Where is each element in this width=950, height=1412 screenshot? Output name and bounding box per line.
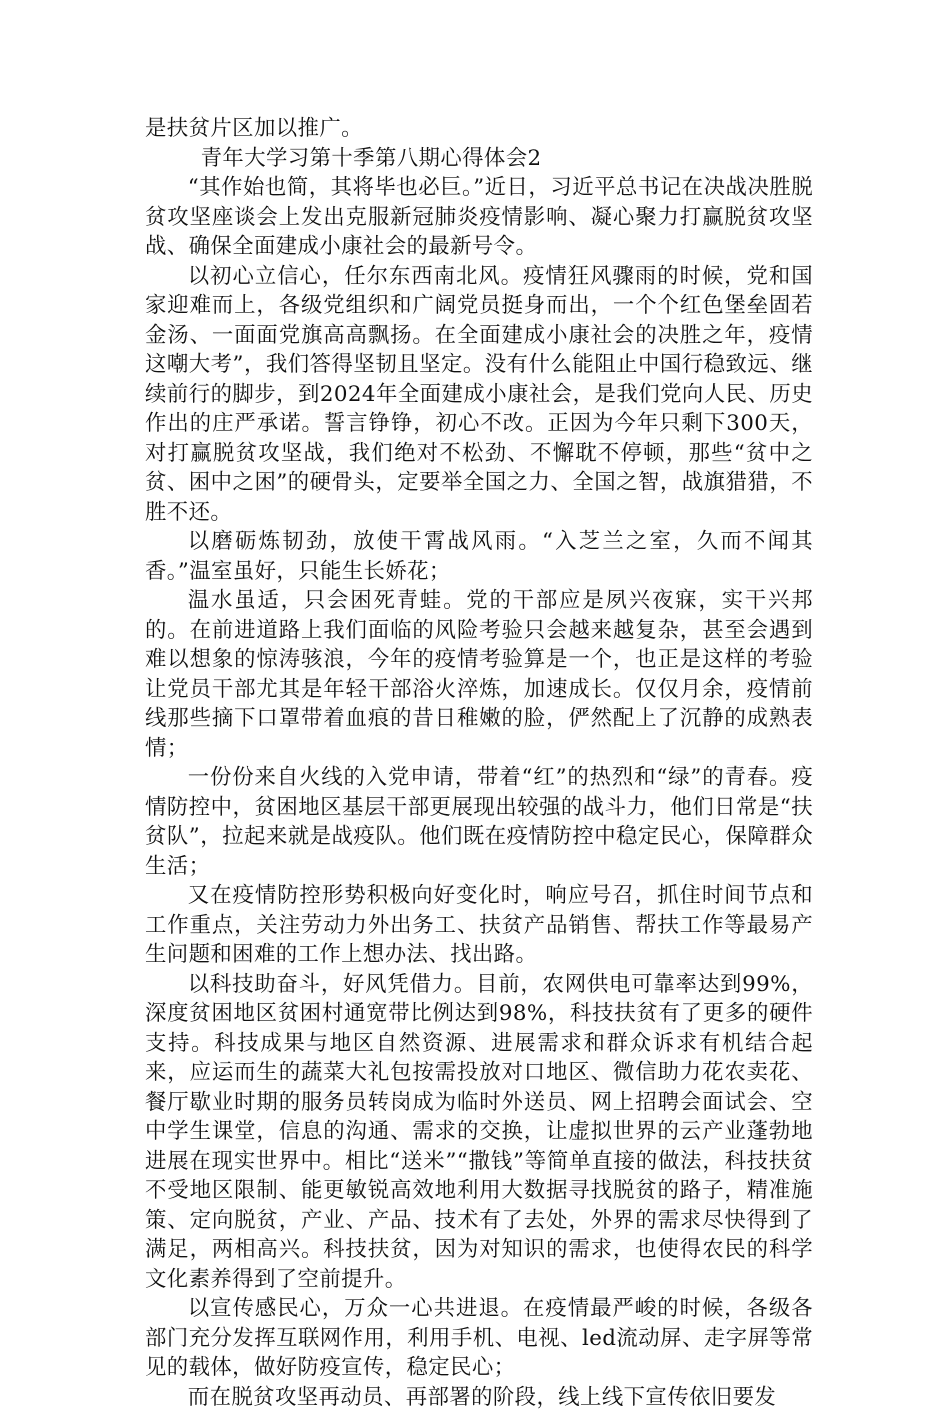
paragraph: 又在疫情防控形势积极向好变化时，响应号召，抓住时间节点和工作重点，关注劳动力外出务工、扶贫产品销售、帮扶工作等最易产生问题和困难的工作上想办法、找出路。	[145, 881, 813, 970]
paragraph: 以磨砺炼韧劲，放使干霄战风雨。“入芝兰之室，久而不闻其香。”温室虽好，只能生长娇花；	[145, 527, 813, 586]
paragraph: 而在脱贫攻坚再动员、再部署的阶段，线上线下宣传依旧要发	[145, 1383, 813, 1412]
paragraph: 以初心立信心，任尔东西南北风。疫情狂风骤雨的时候，党和国家迎难而上，各级党组织和广阔党员挺身而出，一个个红色堡垒固若金汤、一面面党旗高高飘扬。在全面建成小康社会的决胜之年，疫情这嘲大考”，我们答得坚韧且坚定。没有什么能阻止中国行稳致远、继续前行的脚步，到2024年全面建成小康社会，是我们党向人民、历史作出的庄严承诺。誓言铮铮，初心不改。正因为今年只剩下300天，对打赢脱贫攻坚战，我们绝对不松劲、不懈耽不停顿，那些“贫中之贫、困中之困”的硬骨头，定要举全国之力、全国之智，战旗猎猎，不胜不还。	[145, 262, 813, 528]
document-body	[145, 114, 813, 1412]
paragraph: “其作始也简，其将毕也必巨。”近日，习近平总书记在决战决胜脱贫攻坚座谈会上发出克服新冠肺炎疫情影响、凝心聚力打赢脱贫攻坚战、确保全面建成小康社会的最新号令。	[145, 173, 813, 262]
section-title: 青年大学习第十季第八期心得体会2	[145, 144, 813, 174]
paragraph: 以科技助奋斗，好风凭借力。目前，农网供电可靠率达到99%，深度贫困地区贫困村通宽带比例达到98%，科技扶贫有了更多的硬件支持。科技成果与地区自然资源、进展需求和群众诉求有机结合起来，应运而生的蔬菜大礼包按需投放对口地区、微信助力花农卖花、餐厅歇业时期的服务员转岗成为临时外送员、网上招聘会面试会、空中学生课堂，信息的沟通、需求的交换，让虚拟世界的云产业蓬勃地进展在现实世界中。相比“送米”“撒钱”等简单直接的做法，科技扶贫不受地区限制、能更敏锐高效地利用大数据寻找脱贫的路子，精准施策、定向脱贫，产业、产品、技术有了去处，外界的需求尽快得到了满足，两相高兴。科技扶贫，因为对知识的需求，也使得农民的科学文化素养得到了空前提升。	[145, 970, 813, 1295]
paragraph: 以宣传感民心，万众一心共进退。在疫情最严峻的时候，各级各部门充分发挥互联网作用，利用手机、电视、led流动屏、走字屏等常见的载体，做好防疫宣传，稳定民心；	[145, 1294, 813, 1383]
paragraph-continuation: 是扶贫片区加以推广。	[145, 114, 813, 144]
paragraph: 温水虽适，只会困死青蛙。党的干部应是夙兴夜寐，实干兴邦的。在前进道路上我们面临的风险考验只会越来越复杂，甚至会遇到难以想象的惊涛骇浪，今年的疫情考验算是一个，也正是这样的考验让党员干部尤其是年轻干部浴火淬炼，加速成长。仅仅月余，疫情前线那些摘下口罩带着血痕的昔日稚嫩的脸，俨然配上了沉静的成熟表情；	[145, 586, 813, 763]
paragraph: 一份份来自火线的入党申请，带着“红”的热烈和“绿”的青春。疫情防控中，贫困地区基层干部更展现出较强的战斗力，他们日常是“扶贫队”，拉起来就是战疫队。他们既在疫情防控中稳定民心，保障群众生活；	[145, 763, 813, 881]
